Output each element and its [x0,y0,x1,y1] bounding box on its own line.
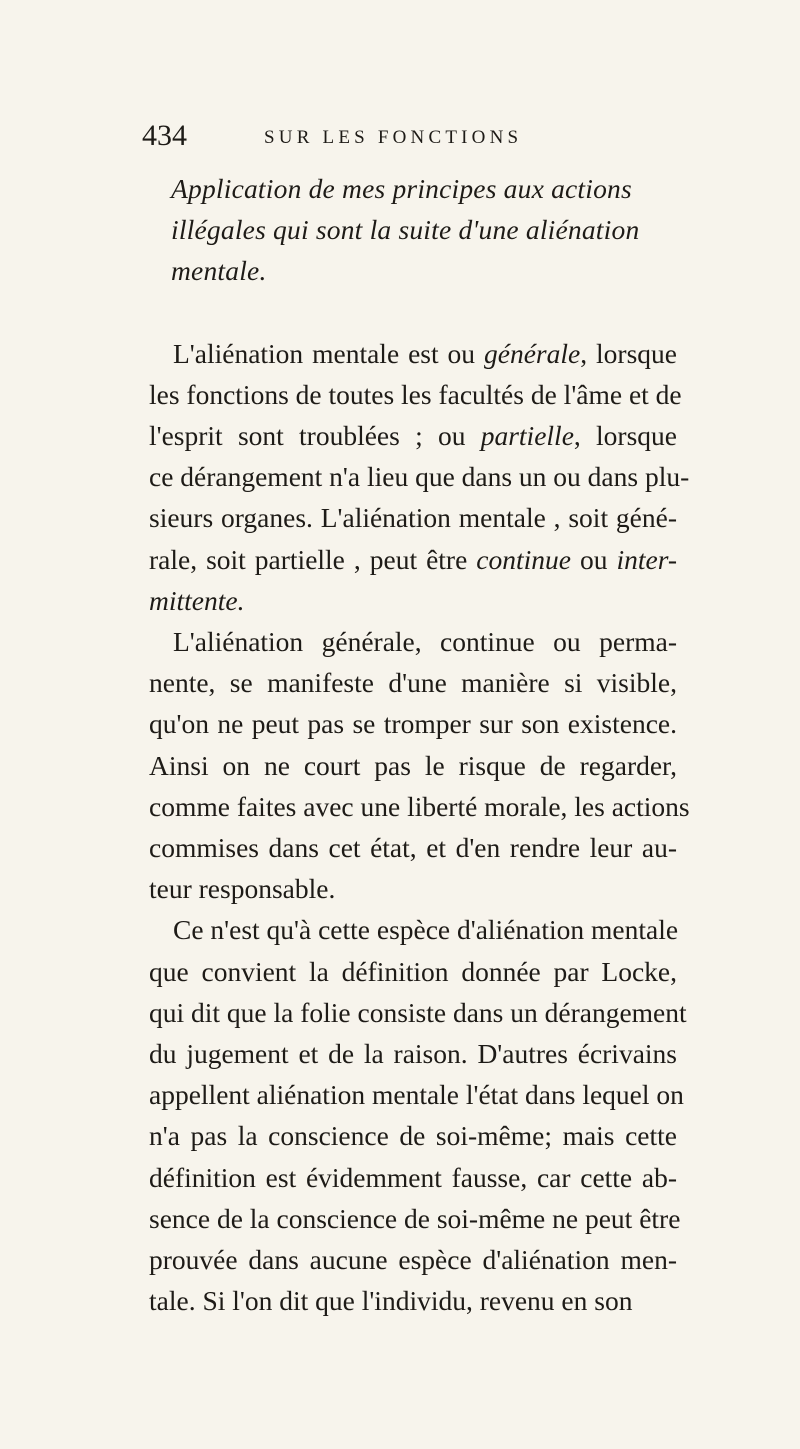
text-segment: l'esprit sont troublées ; ou [149,420,481,452]
text-segment: prouvée dans aucune espèce d'aliénation men- [149,1244,677,1276]
text-segment: commises dans cet état, et d'en rendre leur au- [149,832,677,864]
italic-text: continue [476,543,571,575]
text-segment: qu'on ne peut pas se tromper sur son existence. [149,708,677,740]
text-segment: , lorsque [580,337,677,369]
section-title-line: Application de mes principes aux actions [171,173,632,204]
italic-text: partielle [480,420,574,452]
italic-text: mittente. [149,584,245,616]
text-segment: tale. Si l'on dit que l'individu, revenu en son [149,1285,633,1317]
text-segment: , lorsque [573,420,677,452]
text-line [149,539,677,580]
text-line [149,415,677,456]
text-line [149,662,677,703]
text-segment: les fonctions de toutes les facultés de l'âme et de [149,378,682,410]
text-line [149,951,677,992]
text-line [149,1157,677,1198]
paragraph [149,333,690,621]
text-segment: teur responsable. [149,873,336,905]
paragraph [149,909,687,1321]
text-segment: comme faites avec une liberté morale, les actions [149,790,690,822]
text-line [149,1198,681,1239]
text-line [149,868,677,909]
text-segment: qui dit que la folie consiste dans un dérangement [149,996,687,1028]
text-line [149,1074,684,1115]
text-segment: sieurs organes. L'aliénation mentale , soit géné- [149,502,677,534]
text-segment: ce dérangement n'a lieu que dans un ou dans plu- [149,461,690,493]
text-line [149,621,677,662]
text-line [149,1033,677,1074]
text-segment: définition est évidemment fausse, car cette ab- [149,1161,677,1193]
paragraph [149,621,690,909]
text-block [149,168,690,1321]
text-segment: rale, soit partielle , peut être [149,543,477,575]
text-segment: Ce n'est qu'à cette espèce d'aliénation mentale [173,914,679,946]
italic-text: inter- [616,543,677,575]
page-number: 434 [142,119,187,152]
text-segment: L'aliénation générale, continue ou perma- [173,626,677,658]
italic-text: générale [484,337,581,369]
text-line [149,1280,677,1321]
text-segment: ou [570,543,617,575]
text-line [149,1239,677,1280]
text-line [149,909,677,950]
title-spacer [149,292,677,333]
text-line [149,745,677,786]
running-head [142,119,662,169]
text-line [149,333,677,374]
text-line [149,374,682,415]
text-line [149,703,677,744]
section-title-line: mentale. [171,255,267,287]
text-segment: nente, se manifeste d'une manière si visible, [149,667,677,699]
section-title [149,168,677,292]
text-line [149,497,677,538]
text-line [149,786,690,827]
text-line [149,580,677,621]
text-segment: sence de la conscience de soi-même ne peut être [149,1202,681,1234]
text-segment: Ainsi on ne court pas le risque de regarder, [149,749,677,781]
section-title-line: illégales qui sont la suite d'une aliénation [171,214,640,246]
running-title: SUR LES FONCTIONS [264,127,523,148]
text-segment: du jugement et de la raison. D'autres écrivains [149,1038,677,1070]
text-line [149,827,677,868]
text-line [149,456,690,497]
text-line [149,992,687,1033]
text-segment: que convient la définition donnée par Locke, [149,955,677,987]
text-segment: appellent aliénation mentale l'état dans lequel on [149,1079,684,1111]
text-segment: L'aliénation mentale est ou [173,337,484,369]
body-text [149,333,690,1322]
text-line [149,1115,677,1156]
text-segment: n'a pas la conscience de soi-même; mais cette [149,1120,677,1152]
